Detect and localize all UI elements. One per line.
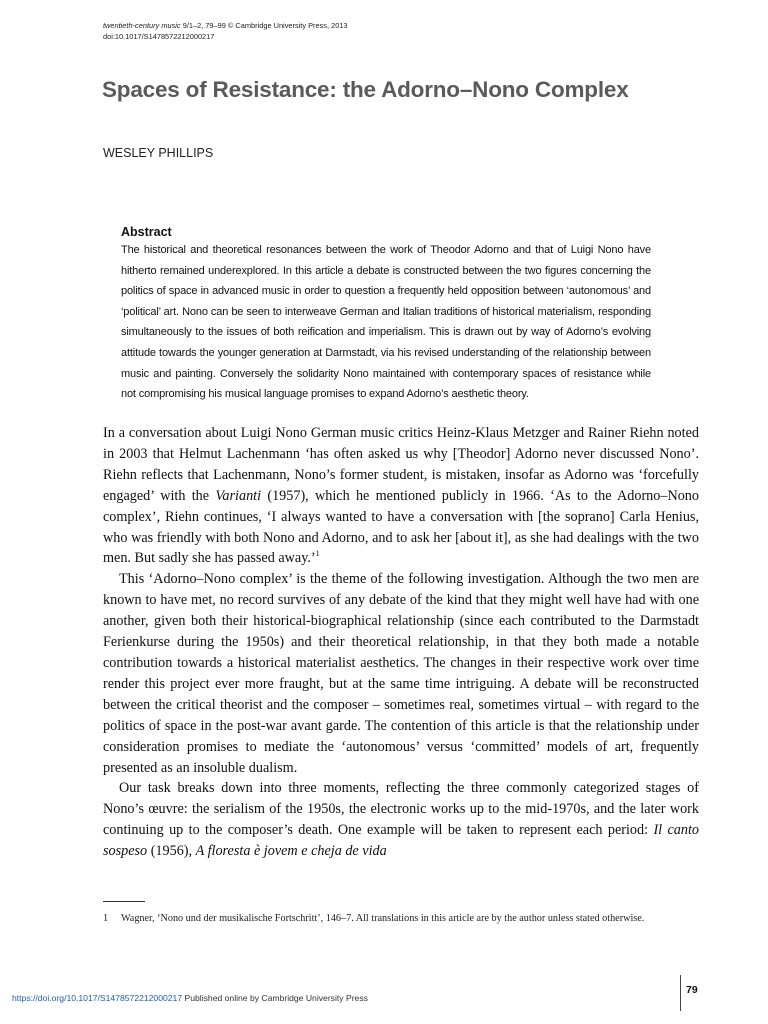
body-text: In a conversation about Luigi Nono German music critics Heinz-Klaus Metzger and Rainer Riehn noted in 2003 that Helmut Lachenmann ‘has often asked us why [Theodor] Adorno never discussed Nono’. Riehn reflects that Lachenmann, Nono’s former student, is mistaken, insofar as Adorno was ‘forcefully engaged’ with the (103, 425, 699, 504)
footnote-text: Wagner, ‘Nono und der musikalische Fortschritt’, 146–7. All translations in this article are by the author unless stated otherwise. (121, 913, 645, 924)
body-paragraph (103, 423, 699, 569)
journal-header (103, 20, 348, 42)
journal-name: twentieth-century music (103, 21, 181, 30)
page-number: 79 (686, 984, 698, 996)
body-paragraph: This ‘Adorno–Nono complex’ is the theme of the following investigation. Although the two men are known to have met, no record survives of any debate of the kind that they might well have had with one another, given both their historical-biographical relationship (since each contributed to the Darmstadt Ferienkurse during the 1950s) and their theoretical relationship, in that they both made a notable contribution towards a historical materialist aesthetics. The changes in their respective work over time render this project ever more fraught, but at the same time intriguing. A debate will be reconstructed between the critical theorist and the composer – sometimes real, sometimes virtual – with regard to the politics of space in the post-war avant garde. The contention of this article is that the relationship under consideration promises to mediate the ‘autonomous’ versus ‘committed’ models of art, frequently presented as an insoluble dualism. (103, 571, 699, 776)
article-doi: doi:10.1017/S1478572212000217 (103, 32, 215, 41)
abstract-heading: Abstract (121, 225, 172, 239)
work-title: Varianti (215, 487, 262, 504)
doi-link[interactable]: https://doi.org/10.1017/S1478572212000217 (12, 993, 183, 1003)
footnote-number: 1 (103, 913, 109, 924)
article-body (103, 423, 699, 862)
footnote-ref[interactable]: 1 (315, 549, 320, 559)
abstract-text: The historical and theoretical resonances between the work of Theodor Adorno and that of Luigi Nono have hitherto remained underexplored. In this article a debate is constructed between the two figures concerning the politics of space in advanced music in order to question a frequently held opposition between ‘autonomous’ and ‘political’ art. Nono can be seen to interweave German and Italian traditions of historical materialism, responding simultaneously to the issues of both reification and imperialism. This is drawn out by way of Adorno’s evolving attitude towards the younger generation at Darmstadt, via his revised understanding of the relationship between music and painting. Conversely the solidarity Nono maintained with contemporary spaces of resistance while not compromising his musical language promises to expand Adorno’s aesthetic theory. (121, 244, 651, 401)
page-number-divider (680, 975, 681, 1011)
footnote (103, 910, 699, 928)
body-paragraph (103, 778, 699, 862)
journal-citation-line (103, 20, 348, 31)
footnote-divider (103, 901, 145, 902)
author-name: WESLEY PHILLIPS (103, 146, 214, 160)
footer (12, 993, 368, 1003)
work-title: A floresta è jovem e cheja de vida (195, 843, 387, 860)
work-title: Il canto sospeso (103, 822, 700, 860)
journal-citation: 9/1–2, 79–99 © Cambridge University Press, 2013 (182, 21, 348, 30)
article-title: Spaces of Resistance: the Adorno–Nono Complex (102, 77, 629, 102)
body-text: Our task breaks down into three moments, reflecting the three commonly categorized stages of Nono’s œuvre: the serialism of the 1950s, the electronic works up to the mid-1970s, and the later work continuing up to the composer’s death. One example will be taken to represent each period: (103, 780, 699, 839)
body-text: (1957), which he mentioned publicly in 1966. ‘As to the Adorno–Nono complex’, Riehn continues, ‘I always wanted to have a conversation with [the soprano] Carla Henius, who was friendly with both Nono and Adorno, and to ask her [about it], as she had dealings with the two men. But sadly she has passed away.’ (103, 487, 699, 567)
published-note: Published online by Cambridge University Press (182, 993, 368, 1003)
body-text: (1956), (147, 843, 196, 860)
abstract-section (121, 224, 651, 405)
